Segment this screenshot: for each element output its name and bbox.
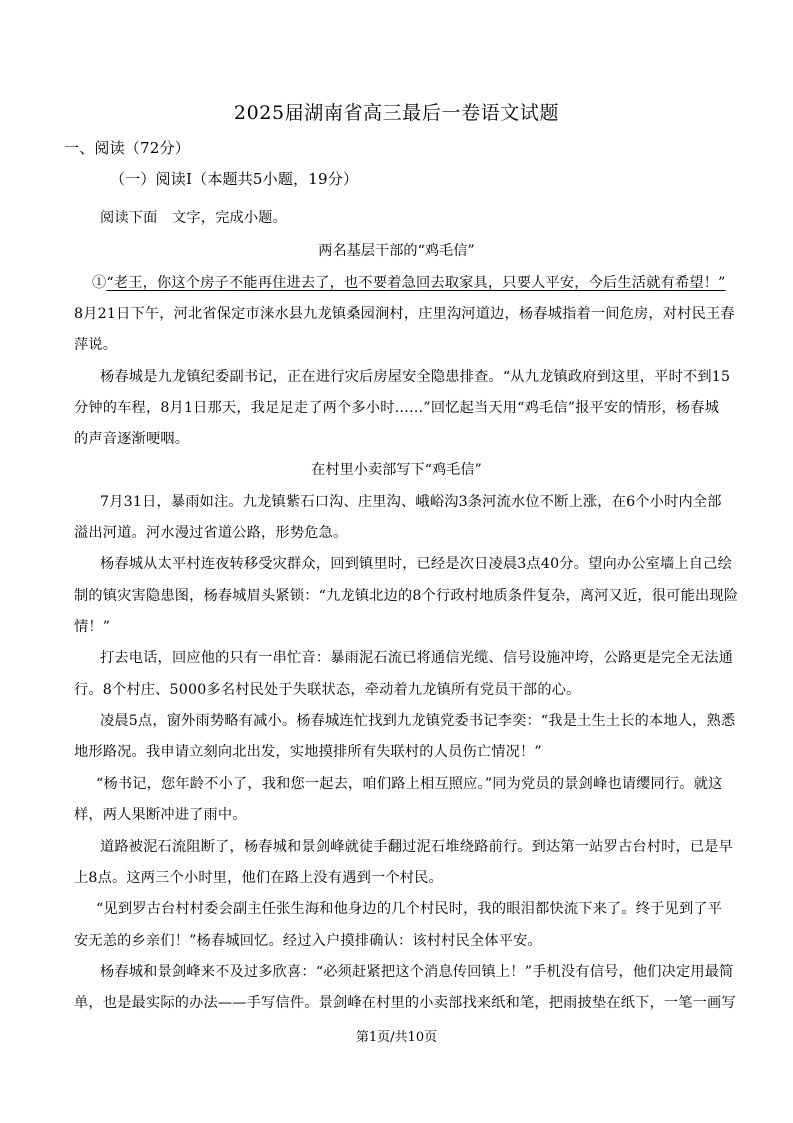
paragraph-9-line-1: “见到罗古台村村委会副主任张生海和他身边的几个村民时，我的眼泪都快流下来了。终于见到了平 xyxy=(96,901,723,917)
paragraph-1-line-2: 8月21日下午，河北省保定市涞水县九龙镇桑园涧村，庄里沟河道边，杨春城指着一间危房，对村民王春 xyxy=(74,306,735,322)
paragraph-8-line-2: 上8点。这两三个小时里，他们在路上没有遇到一个村民。 xyxy=(74,870,443,886)
paragraph-marker: ① xyxy=(92,275,107,291)
subheading: 在村里小卖部写下“鸡毛信” xyxy=(311,462,482,478)
paragraph-1-line-1 xyxy=(92,272,726,292)
paragraph-9-line-2: 安无恙的乡亲们！”杨春城回忆。经过入户摸排确认：该村村民全体平安。 xyxy=(74,933,542,949)
paragraph-10-line-2: 单，也是最实际的办法——手写信件。景剑峰在村里的小卖部找来纸和笔，把雨披垫在纸下，一笔一画写 xyxy=(74,995,736,1011)
subsection-heading: （一）阅读Ⅰ（本题共5小题，19分） xyxy=(110,170,359,188)
instruction-text: 阅读下面 文字，完成小题。 xyxy=(100,210,288,226)
paragraph-1-line-3: 萍说。 xyxy=(74,337,118,353)
paragraph-4-line-2: 制的镇灾害隐患图，杨春城眉头紧锁：“九龙镇北边的8个行政村地质条件复杂，离河又近，很可能出现险 xyxy=(74,588,739,604)
paragraph-4-line-3: 情！” xyxy=(74,619,111,635)
section-heading: 一、阅读（72分） xyxy=(64,139,190,157)
paragraph-3-line-1: 7月31日，暴雨如注。九龙镇紫石口沟、庄里沟、峨峪沟3条河流水位不断上涨，在6个小时内全部 xyxy=(100,494,722,510)
paragraph-10-line-1: 杨春城和景剑峰来不及过多欣喜：“必须赶紧把这个消息传回镇上！”手机没有信号，他们决定用最简 xyxy=(100,964,734,980)
article-title: 两名基层干部的“鸡毛信” xyxy=(318,243,475,259)
page-title: 2025届湖南省高三最后一卷语文试题 xyxy=(233,102,560,124)
page-footer: 第1页/共10页 xyxy=(355,1030,438,1045)
paragraph-7-line-2: 样，两人果断冲进了雨中。 xyxy=(74,807,247,823)
paragraph-8-line-1: 道路被泥石流阻断了，杨春城和景剑峰就徒手翻过泥石堆绕路前行。到达第一站罗古台村时，已是早 xyxy=(100,839,734,855)
paragraph-3-line-2: 溢出河道。河水漫过省道公路，形势危急。 xyxy=(74,525,348,541)
paragraph-2-line-3: 的声音逐渐哽咽。 xyxy=(74,431,190,447)
paragraph-4-line-1: 杨春城从太平村连夜转移受灾群众，回到镇里时，已经是次日凌晨3点40分。望向办公室墙上自己绘 xyxy=(100,556,732,572)
paragraph-5-line-2: 行。8个村庄、5000多名村民处于失联状态，牵动着九龙镇所有党员干部的心。 xyxy=(74,682,581,698)
paragraph-7-line-1: “杨书记，您年龄不小了，我和您一起去，咱们路上相互照应。”同为党员的景剑峰也请缨同行。就这 xyxy=(96,776,723,792)
paragraph-5-line-1: 打去电话，回应他的只有一串忙音：暴雨泥石流已将通信光缆、信号设施冲垮，公路更是完全无法通 xyxy=(100,650,734,666)
paragraph-2-line-1: 杨春城是九龙镇纪委副书记，正在进行灾后房屋安全隐患排查。“从九龙镇政府到这里，平时不到15 xyxy=(100,369,731,385)
paragraph-2-line-2: 分钟的车程，8月1日那天，我足足走了两个多小时……”回忆起当天用“鸡毛信”报平安的情形，杨春城 xyxy=(74,400,720,416)
paragraph-6-line-2: 地形路况。我申请立刻向北出发，实地摸排所有失联村的人员伤亡情况！” xyxy=(74,744,542,760)
paragraph-6-line-1: 凌晨5点，窗外雨势略有减小。杨春城连忙找到九龙镇党委书记李奕：“我是土生土长的本地人，熟悉 xyxy=(100,713,736,729)
underlined-quote: “老王，你这个房子不能再住进去了，也不要着急回去取家具，只要人平安，今后生活就有希望！” xyxy=(106,275,726,291)
